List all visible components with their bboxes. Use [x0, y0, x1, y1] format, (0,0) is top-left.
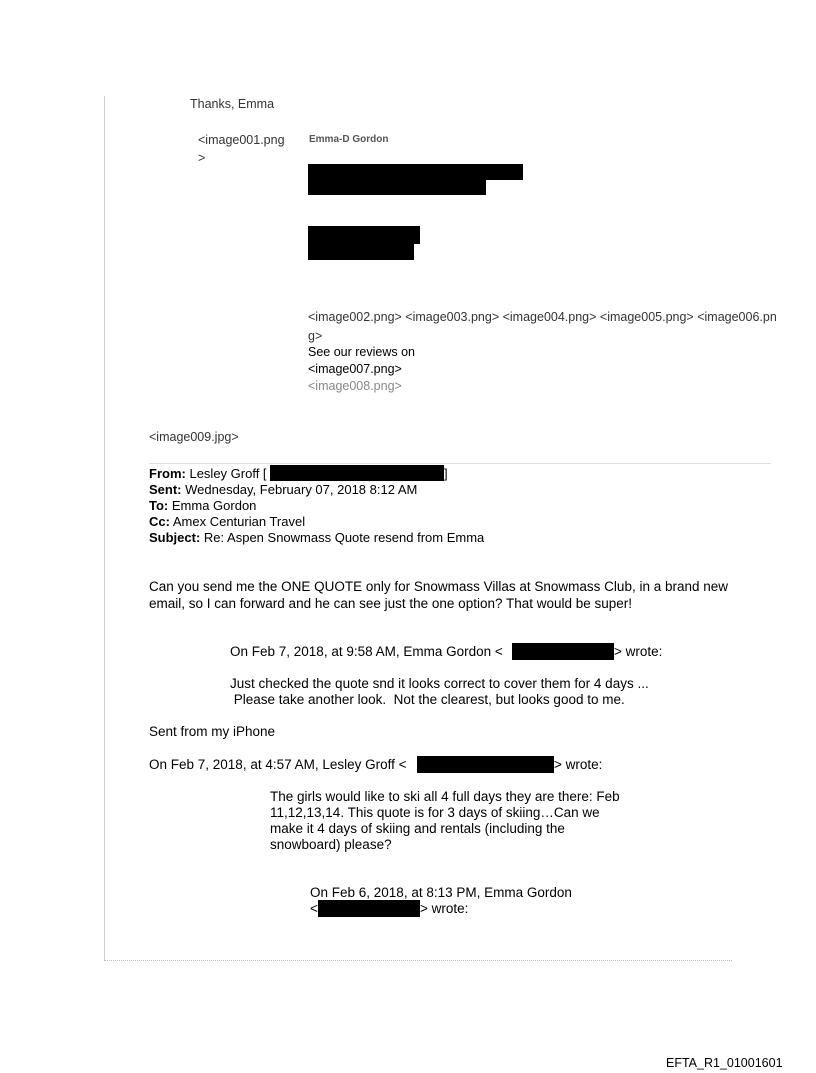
redaction-quote1-email	[512, 643, 614, 660]
quote3-intro-1: On Feb 6, 2018, at 8:13 PM, Emma Gordon	[310, 885, 572, 900]
cc-value: Amex Centurian Travel	[172, 514, 306, 529]
to-value: Emma Gordon	[171, 498, 257, 513]
left-border	[104, 96, 105, 960]
image-row-placeholders: <image002.png> <image003.png> <image004.png> <image005.png> <image006.pn	[308, 310, 777, 324]
sent-value: Wednesday, February 07, 2018 8:12 AM	[185, 482, 418, 497]
image007-placeholder: <image007.png>	[308, 362, 402, 376]
sent-label: Sent:	[149, 482, 182, 497]
quote2-line-1: The girls would like to ski all 4 full days they are there: Feb	[270, 789, 620, 804]
thanks-line: Thanks, Emma	[190, 97, 275, 111]
quote1-intro-end: > wrote:	[614, 644, 663, 659]
redaction-signature-3	[308, 226, 420, 244]
signature-name: Emma-D Gordon	[309, 134, 389, 145]
redaction-signature-4	[308, 244, 414, 260]
redaction-quote3-email	[318, 900, 420, 917]
quote1-intro: On Feb 7, 2018, at 9:58 AM, Emma Gordon <	[230, 644, 503, 659]
redaction-from-email	[270, 465, 444, 481]
header-cc	[149, 514, 305, 530]
quote2-line-2: 11,12,13,14. This quote is for 3 days of skiing…Can we	[270, 805, 600, 820]
image001-placeholder-end: >	[198, 151, 206, 165]
sent-from-iphone: Sent from my iPhone	[149, 724, 276, 739]
quote2-line-4: snowboard) please?	[270, 837, 392, 852]
header-from	[149, 466, 267, 482]
quote2-intro-end: > wrote:	[554, 757, 603, 772]
redaction-quote2-email	[417, 756, 554, 773]
reviews-text: See our reviews on	[308, 345, 416, 359]
header-subject	[149, 530, 484, 546]
quote3-intro-2-end: > wrote:	[420, 901, 469, 916]
header-separator	[149, 463, 771, 464]
bates-number: EFTA_R1_01001601	[666, 1056, 783, 1070]
quote2-line-3: make it 4 days of skiing and rentals (including the	[270, 821, 565, 836]
quote1-line-2: Please take another look. Not the clearest, but looks good to me.	[230, 692, 625, 707]
from-close-bracket: ]	[444, 466, 448, 481]
header-sent	[149, 482, 417, 498]
redaction-signature-1	[308, 164, 523, 180]
request-line-1: Can you send me the ONE QUOTE only for Snowmass Villas at Snowmass Club, in a brand new	[149, 579, 729, 594]
subject-value: Re: Aspen Snowmass Quote resend from Emma	[203, 530, 485, 545]
subject-label: Subject:	[149, 530, 201, 545]
request-line-2: email, so I can forward and he can see just the one option? That would be super!	[149, 596, 633, 611]
quote3-intro-2-start: <	[310, 901, 318, 916]
image008-placeholder: <image008.png>	[308, 379, 402, 393]
image009-placeholder: <image009.jpg>	[149, 430, 239, 444]
redaction-signature-2	[308, 180, 486, 195]
quote2-intro: On Feb 7, 2018, at 4:57 AM, Lesley Groff <	[149, 757, 407, 772]
quote1-line-1: Just checked the quote snd it looks correct to cover them for 4 days ...	[230, 676, 649, 691]
image-row-placeholders-end: g>	[308, 329, 323, 343]
to-label: To:	[149, 498, 169, 513]
image001-placeholder: <image001.png	[198, 133, 285, 147]
cc-label: Cc:	[149, 514, 170, 529]
header-to	[149, 498, 256, 514]
from-value: Lesley Groff [	[189, 466, 267, 481]
from-label: From:	[149, 466, 186, 481]
bottom-divider	[104, 960, 732, 961]
